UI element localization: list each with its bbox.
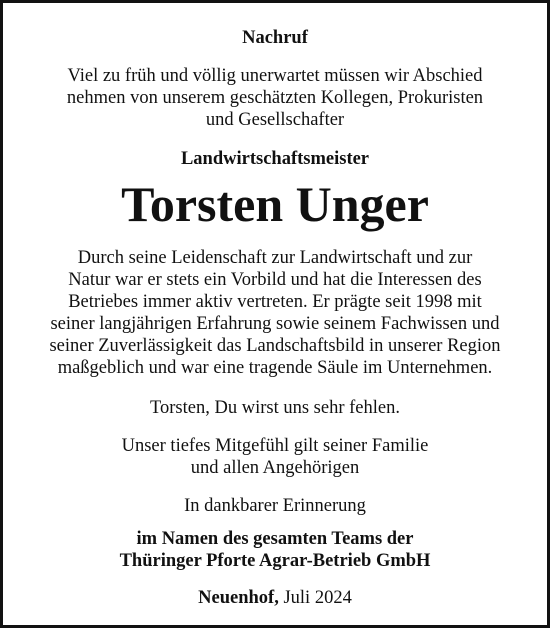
remembrance-line: In dankbarer Erinnerung — [184, 496, 366, 516]
tribute-line: Betriebes immer aktiv vertreten. Er prägte seit 1998 mit — [68, 292, 482, 312]
tribute-line: maßgeblich und war eine tragende Säule im Unternehmen. — [57, 358, 493, 378]
intro-line: Viel zu früh und völlig unerwartet müssen wir Abschied — [67, 66, 483, 86]
place: Neuenhof, — [198, 588, 279, 608]
tribute-line: seiner langjährigen Erfahrung sowie seinem Fachwissen und — [50, 314, 500, 334]
condolence-line: und allen Angehörigen — [190, 458, 360, 478]
signature-line: Thüringer Pforte Agrar-Betrieb GmbH — [119, 551, 431, 571]
intro-line: nehmen von unserem geschätzten Kollegen, Prokuristen — [66, 88, 484, 108]
intro-line: und Gesellschafter — [205, 110, 345, 130]
farewell-line: Torsten, Du wirst uns sehr fehlen. — [150, 398, 400, 418]
notice-heading: Nachruf — [242, 28, 308, 48]
tribute-line: Durch seine Leidenschaft zur Landwirtschaft und zur — [77, 248, 473, 268]
condolence-line: Unser tiefes Mitgefühl gilt seiner Familie — [121, 436, 429, 456]
date: Juli 2024 — [283, 588, 352, 608]
job-title: Landwirtschaftsmeister — [180, 149, 370, 169]
deceased-name: Torsten Unger — [121, 176, 429, 232]
signature-line: im Namen des gesamten Teams der — [136, 529, 414, 549]
place-date-line — [3, 587, 547, 609]
tribute-line: Natur war er stets ein Vorbild und hat die Interessen des — [68, 270, 482, 290]
tribute-line: seiner Zuverlässigkeit das Landschaftsbild in unserer Region — [49, 336, 501, 356]
